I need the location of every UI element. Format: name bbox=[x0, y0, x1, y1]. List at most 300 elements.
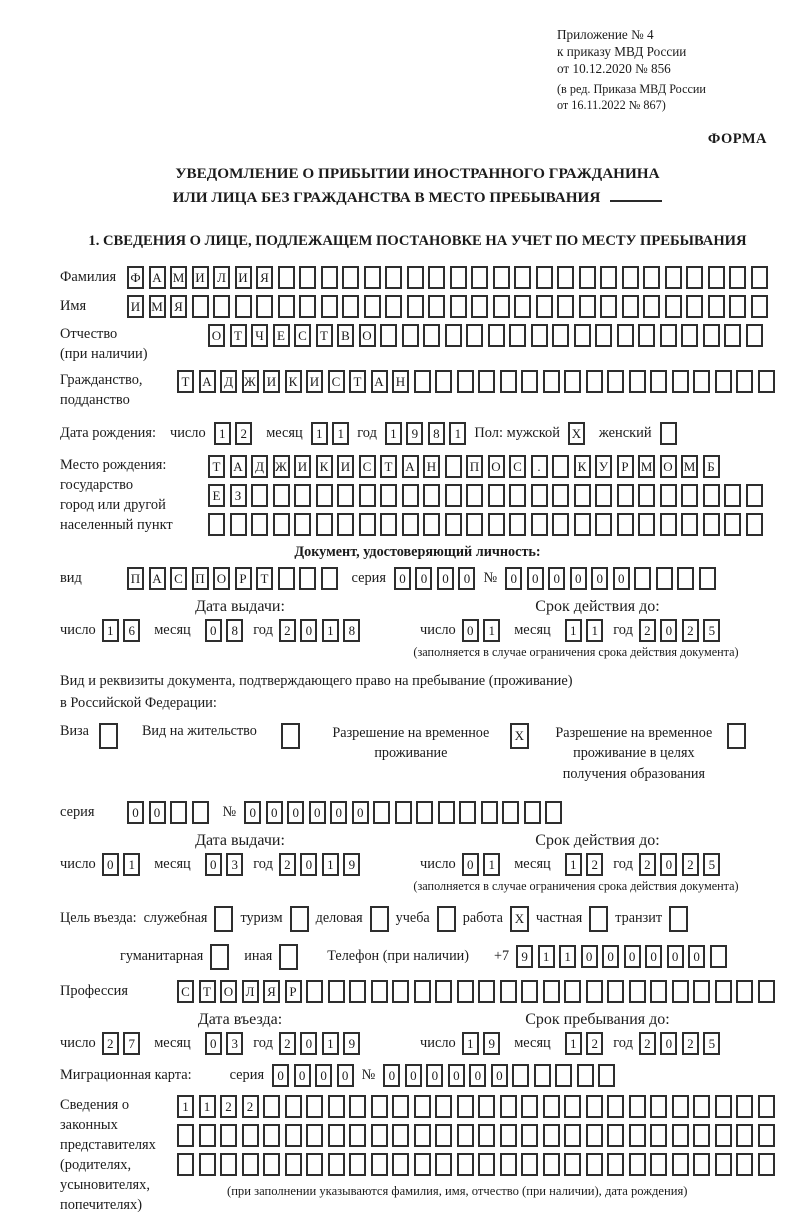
char-cell[interactable] bbox=[279, 944, 298, 970]
char-cell[interactable]: 2 bbox=[279, 619, 296, 642]
char-cell[interactable] bbox=[509, 324, 526, 347]
char-cell[interactable] bbox=[521, 1124, 538, 1147]
char-cell[interactable] bbox=[758, 1124, 775, 1147]
char-cell[interactable]: 0 bbox=[548, 567, 565, 590]
char-cell[interactable]: 0 bbox=[330, 801, 347, 824]
char-cell[interactable] bbox=[299, 266, 316, 289]
char-cell[interactable] bbox=[629, 1124, 646, 1147]
char-cell[interactable] bbox=[672, 1153, 689, 1176]
char-cell[interactable]: М bbox=[170, 266, 187, 289]
char-cell[interactable]: С bbox=[509, 455, 526, 478]
char-cell[interactable] bbox=[435, 980, 452, 1003]
char-cell[interactable] bbox=[192, 295, 209, 318]
char-cell[interactable] bbox=[681, 513, 698, 536]
char-cell[interactable]: 0 bbox=[300, 853, 317, 876]
char-cell[interactable]: 0 bbox=[405, 1064, 422, 1087]
char-cell[interactable] bbox=[438, 801, 455, 824]
char-cell[interactable] bbox=[493, 295, 510, 318]
char-cell[interactable]: 0 bbox=[591, 567, 608, 590]
char-cell[interactable] bbox=[328, 1124, 345, 1147]
char-cell[interactable] bbox=[457, 1095, 474, 1118]
char-cell[interactable] bbox=[423, 484, 440, 507]
char-cell[interactable] bbox=[371, 1153, 388, 1176]
char-cell[interactable] bbox=[407, 295, 424, 318]
char-cell[interactable] bbox=[488, 324, 505, 347]
char-cell[interactable] bbox=[665, 266, 682, 289]
char-cell[interactable] bbox=[500, 980, 517, 1003]
char-cell[interactable] bbox=[214, 906, 233, 932]
char-cell[interactable] bbox=[359, 513, 376, 536]
char-cell[interactable] bbox=[457, 1124, 474, 1147]
char-cell[interactable]: 1 bbox=[177, 1095, 194, 1118]
char-cell[interactable]: С bbox=[177, 980, 194, 1003]
char-cell[interactable]: О bbox=[488, 455, 505, 478]
char-cell[interactable]: 1 bbox=[565, 1032, 582, 1055]
char-cell[interactable]: Л bbox=[213, 266, 230, 289]
char-cell[interactable] bbox=[598, 1064, 615, 1087]
char-cell[interactable] bbox=[235, 295, 252, 318]
char-cell[interactable] bbox=[545, 801, 562, 824]
char-cell[interactable] bbox=[703, 484, 720, 507]
char-cell[interactable]: 1 bbox=[483, 853, 500, 876]
char-cell[interactable]: 2 bbox=[639, 1032, 656, 1055]
char-cell[interactable] bbox=[445, 484, 462, 507]
char-cell[interactable]: 0 bbox=[469, 1064, 486, 1087]
char-cell[interactable]: 0 bbox=[352, 801, 369, 824]
char-cell[interactable] bbox=[199, 1124, 216, 1147]
char-cell[interactable] bbox=[607, 370, 624, 393]
char-cell[interactable] bbox=[531, 324, 548, 347]
char-cell[interactable]: 1 bbox=[586, 619, 603, 642]
char-cell[interactable] bbox=[746, 484, 763, 507]
char-cell[interactable] bbox=[342, 266, 359, 289]
char-cell[interactable] bbox=[629, 370, 646, 393]
char-cell[interactable] bbox=[502, 801, 519, 824]
char-cell[interactable] bbox=[299, 567, 316, 590]
char-cell[interactable]: 1 bbox=[385, 422, 402, 445]
char-cell[interactable]: 5 bbox=[703, 619, 720, 642]
char-cell[interactable] bbox=[524, 801, 541, 824]
char-cell[interactable]: 0 bbox=[294, 1064, 311, 1087]
char-cell[interactable] bbox=[488, 513, 505, 536]
char-cell[interactable]: Ч bbox=[251, 324, 268, 347]
char-cell[interactable] bbox=[99, 723, 118, 749]
char-cell[interactable]: О bbox=[213, 567, 230, 590]
char-cell[interactable]: 0 bbox=[266, 801, 283, 824]
char-cell[interactable] bbox=[672, 1124, 689, 1147]
char-cell[interactable] bbox=[481, 801, 498, 824]
char-cell[interactable] bbox=[392, 980, 409, 1003]
char-cell[interactable] bbox=[500, 370, 517, 393]
char-cell[interactable]: Л bbox=[242, 980, 259, 1003]
char-cell[interactable]: Е bbox=[273, 324, 290, 347]
char-cell[interactable] bbox=[715, 1153, 732, 1176]
char-cell[interactable]: 9 bbox=[516, 945, 533, 968]
char-cell[interactable] bbox=[428, 295, 445, 318]
char-cell[interactable] bbox=[414, 1124, 431, 1147]
char-cell[interactable] bbox=[681, 484, 698, 507]
char-cell[interactable] bbox=[414, 370, 431, 393]
char-cell[interactable]: 7 bbox=[123, 1032, 140, 1055]
char-cell[interactable] bbox=[328, 1153, 345, 1176]
char-cell[interactable]: А bbox=[149, 266, 166, 289]
char-cell[interactable]: 0 bbox=[660, 619, 677, 642]
char-cell[interactable] bbox=[385, 266, 402, 289]
char-cell[interactable] bbox=[617, 324, 634, 347]
char-cell[interactable] bbox=[380, 324, 397, 347]
char-cell[interactable] bbox=[428, 266, 445, 289]
char-cell[interactable]: 1 bbox=[199, 1095, 216, 1118]
char-cell[interactable] bbox=[643, 266, 660, 289]
char-cell[interactable] bbox=[459, 801, 476, 824]
char-cell[interactable]: 1 bbox=[322, 619, 339, 642]
char-cell[interactable] bbox=[509, 513, 526, 536]
char-cell[interactable] bbox=[650, 370, 667, 393]
char-cell[interactable] bbox=[543, 1124, 560, 1147]
char-cell[interactable]: 1 bbox=[483, 619, 500, 642]
char-cell[interactable] bbox=[414, 980, 431, 1003]
char-cell[interactable]: П bbox=[127, 567, 144, 590]
char-cell[interactable] bbox=[595, 513, 612, 536]
char-cell[interactable]: 2 bbox=[586, 1032, 603, 1055]
char-cell[interactable]: 1 bbox=[311, 422, 328, 445]
char-cell[interactable] bbox=[710, 945, 727, 968]
char-cell[interactable] bbox=[724, 513, 741, 536]
char-cell[interactable] bbox=[736, 1124, 753, 1147]
char-cell[interactable]: И bbox=[263, 370, 280, 393]
char-cell[interactable]: 0 bbox=[149, 801, 166, 824]
char-cell[interactable] bbox=[445, 455, 462, 478]
char-cell[interactable] bbox=[478, 370, 495, 393]
char-cell[interactable] bbox=[715, 1095, 732, 1118]
char-cell[interactable]: А bbox=[149, 567, 166, 590]
char-cell[interactable] bbox=[699, 567, 716, 590]
char-cell[interactable] bbox=[727, 723, 746, 749]
char-cell[interactable] bbox=[751, 295, 768, 318]
char-cell[interactable] bbox=[677, 567, 694, 590]
char-cell[interactable] bbox=[557, 295, 574, 318]
char-cell[interactable] bbox=[321, 266, 338, 289]
char-cell[interactable]: Я bbox=[170, 295, 187, 318]
char-cell[interactable]: 0 bbox=[309, 801, 326, 824]
char-cell[interactable]: Я bbox=[263, 980, 280, 1003]
char-cell[interactable]: 1 bbox=[538, 945, 555, 968]
char-cell[interactable]: 1 bbox=[332, 422, 349, 445]
char-cell[interactable] bbox=[564, 1153, 581, 1176]
char-cell[interactable] bbox=[617, 513, 634, 536]
char-cell[interactable] bbox=[278, 266, 295, 289]
char-cell[interactable] bbox=[686, 295, 703, 318]
char-cell[interactable] bbox=[736, 370, 753, 393]
char-cell[interactable] bbox=[435, 1153, 452, 1176]
char-cell[interactable] bbox=[531, 484, 548, 507]
char-cell[interactable]: 0 bbox=[458, 567, 475, 590]
char-cell[interactable]: 2 bbox=[235, 422, 252, 445]
char-cell[interactable] bbox=[478, 1095, 495, 1118]
char-cell[interactable]: 0 bbox=[505, 567, 522, 590]
char-cell[interactable] bbox=[337, 484, 354, 507]
char-cell[interactable] bbox=[703, 513, 720, 536]
char-cell[interactable]: 8 bbox=[428, 422, 445, 445]
char-cell[interactable]: Р bbox=[617, 455, 634, 478]
char-cell[interactable] bbox=[321, 567, 338, 590]
char-cell[interactable] bbox=[536, 295, 553, 318]
char-cell[interactable]: О bbox=[220, 980, 237, 1003]
char-cell[interactable]: Т bbox=[177, 370, 194, 393]
char-cell[interactable] bbox=[328, 1095, 345, 1118]
char-cell[interactable] bbox=[263, 1095, 280, 1118]
char-cell[interactable] bbox=[521, 370, 538, 393]
char-cell[interactable]: 0 bbox=[624, 945, 641, 968]
char-cell[interactable]: 0 bbox=[602, 945, 619, 968]
char-cell[interactable] bbox=[445, 513, 462, 536]
char-cell[interactable] bbox=[552, 513, 569, 536]
char-cell[interactable]: 0 bbox=[205, 1032, 222, 1055]
char-cell[interactable] bbox=[521, 1153, 538, 1176]
char-cell[interactable]: И bbox=[294, 455, 311, 478]
char-cell[interactable] bbox=[622, 295, 639, 318]
char-cell[interactable]: Ж bbox=[273, 455, 290, 478]
char-cell[interactable]: 2 bbox=[242, 1095, 259, 1118]
char-cell[interactable] bbox=[638, 513, 655, 536]
char-cell[interactable]: 5 bbox=[703, 853, 720, 876]
char-cell[interactable] bbox=[278, 567, 295, 590]
char-cell[interactable] bbox=[416, 801, 433, 824]
char-cell[interactable]: 0 bbox=[613, 567, 630, 590]
char-cell[interactable] bbox=[536, 266, 553, 289]
char-cell[interactable]: 2 bbox=[682, 853, 699, 876]
char-cell[interactable]: 0 bbox=[272, 1064, 289, 1087]
char-cell[interactable] bbox=[370, 906, 389, 932]
char-cell[interactable]: И bbox=[306, 370, 323, 393]
char-cell[interactable]: Т bbox=[316, 324, 333, 347]
char-cell[interactable]: 0 bbox=[570, 567, 587, 590]
char-cell[interactable] bbox=[543, 1095, 560, 1118]
char-cell[interactable] bbox=[294, 484, 311, 507]
char-cell[interactable]: К bbox=[285, 370, 302, 393]
char-cell[interactable] bbox=[534, 1064, 551, 1087]
char-cell[interactable]: 2 bbox=[586, 853, 603, 876]
char-cell[interactable] bbox=[242, 1153, 259, 1176]
char-cell[interactable] bbox=[210, 944, 229, 970]
char-cell[interactable]: 0 bbox=[415, 567, 432, 590]
char-cell[interactable] bbox=[543, 980, 560, 1003]
char-cell[interactable] bbox=[746, 324, 763, 347]
char-cell[interactable] bbox=[349, 1153, 366, 1176]
char-cell[interactable] bbox=[478, 1153, 495, 1176]
char-cell[interactable] bbox=[758, 980, 775, 1003]
char-cell[interactable]: 1 bbox=[322, 1032, 339, 1055]
char-cell[interactable] bbox=[273, 484, 290, 507]
char-cell[interactable] bbox=[385, 295, 402, 318]
char-cell[interactable] bbox=[445, 324, 462, 347]
char-cell[interactable] bbox=[450, 266, 467, 289]
char-cell[interactable] bbox=[371, 980, 388, 1003]
char-cell[interactable]: 0 bbox=[394, 567, 411, 590]
char-cell[interactable]: Д bbox=[220, 370, 237, 393]
char-cell[interactable] bbox=[192, 801, 209, 824]
char-cell[interactable] bbox=[607, 1153, 624, 1176]
char-cell[interactable]: 0 bbox=[437, 567, 454, 590]
char-cell[interactable] bbox=[665, 295, 682, 318]
char-cell[interactable] bbox=[552, 455, 569, 478]
char-cell[interactable] bbox=[607, 980, 624, 1003]
char-cell[interactable] bbox=[589, 906, 608, 932]
char-cell[interactable] bbox=[220, 1124, 237, 1147]
char-cell[interactable] bbox=[729, 266, 746, 289]
char-cell[interactable] bbox=[552, 484, 569, 507]
char-cell[interactable]: 2 bbox=[682, 1032, 699, 1055]
char-cell[interactable] bbox=[199, 1153, 216, 1176]
char-cell[interactable]: У bbox=[595, 455, 612, 478]
char-cell[interactable] bbox=[758, 1095, 775, 1118]
char-cell[interactable] bbox=[488, 484, 505, 507]
char-cell[interactable]: 0 bbox=[448, 1064, 465, 1087]
char-cell[interactable]: 1 bbox=[123, 853, 140, 876]
char-cell[interactable] bbox=[543, 1153, 560, 1176]
char-cell[interactable]: Б bbox=[703, 455, 720, 478]
char-cell[interactable]: 0 bbox=[660, 1032, 677, 1055]
char-cell[interactable] bbox=[290, 906, 309, 932]
char-cell[interactable]: 3 bbox=[226, 1032, 243, 1055]
char-cell[interactable]: 1 bbox=[565, 853, 582, 876]
char-cell[interactable] bbox=[715, 1124, 732, 1147]
char-cell[interactable] bbox=[586, 1095, 603, 1118]
char-cell[interactable] bbox=[263, 1124, 280, 1147]
char-cell[interactable] bbox=[407, 266, 424, 289]
char-cell[interactable]: Р bbox=[285, 980, 302, 1003]
char-cell[interactable]: 2 bbox=[639, 619, 656, 642]
char-cell[interactable]: К bbox=[574, 455, 591, 478]
char-cell[interactable] bbox=[736, 1095, 753, 1118]
char-cell[interactable]: 3 bbox=[226, 853, 243, 876]
char-cell[interactable] bbox=[686, 266, 703, 289]
char-cell[interactable]: Я bbox=[256, 266, 273, 289]
char-cell[interactable] bbox=[574, 484, 591, 507]
char-cell[interactable] bbox=[251, 484, 268, 507]
char-cell[interactable] bbox=[457, 1153, 474, 1176]
char-cell[interactable]: X bbox=[568, 422, 585, 445]
char-cell[interactable]: 0 bbox=[527, 567, 544, 590]
char-cell[interactable] bbox=[500, 1095, 517, 1118]
char-cell[interactable]: 1 bbox=[214, 422, 231, 445]
char-cell[interactable] bbox=[395, 801, 412, 824]
char-cell[interactable] bbox=[285, 1095, 302, 1118]
char-cell[interactable]: 0 bbox=[426, 1064, 443, 1087]
char-cell[interactable] bbox=[672, 980, 689, 1003]
char-cell[interactable] bbox=[306, 980, 323, 1003]
char-cell[interactable] bbox=[242, 1124, 259, 1147]
char-cell[interactable] bbox=[660, 324, 677, 347]
char-cell[interactable] bbox=[600, 266, 617, 289]
char-cell[interactable]: В bbox=[337, 324, 354, 347]
char-cell[interactable] bbox=[380, 513, 397, 536]
char-cell[interactable] bbox=[638, 484, 655, 507]
char-cell[interactable]: Т bbox=[199, 980, 216, 1003]
char-cell[interactable]: С bbox=[359, 455, 376, 478]
char-cell[interactable]: 0 bbox=[645, 945, 662, 968]
char-cell[interactable] bbox=[220, 1153, 237, 1176]
char-cell[interactable] bbox=[450, 295, 467, 318]
char-cell[interactable] bbox=[600, 295, 617, 318]
char-cell[interactable] bbox=[622, 266, 639, 289]
char-cell[interactable]: Д bbox=[251, 455, 268, 478]
char-cell[interactable] bbox=[435, 370, 452, 393]
char-cell[interactable]: 0 bbox=[462, 853, 479, 876]
char-cell[interactable] bbox=[564, 370, 581, 393]
char-cell[interactable] bbox=[471, 295, 488, 318]
char-cell[interactable] bbox=[660, 422, 677, 445]
char-cell[interactable]: П bbox=[466, 455, 483, 478]
char-cell[interactable]: О bbox=[660, 455, 677, 478]
char-cell[interactable] bbox=[500, 1124, 517, 1147]
char-cell[interactable]: 2 bbox=[279, 853, 296, 876]
char-cell[interactable] bbox=[629, 1153, 646, 1176]
char-cell[interactable]: 1 bbox=[449, 422, 466, 445]
char-cell[interactable]: 1 bbox=[462, 1032, 479, 1055]
char-cell[interactable] bbox=[478, 980, 495, 1003]
char-cell[interactable]: И bbox=[192, 266, 209, 289]
char-cell[interactable] bbox=[392, 1095, 409, 1118]
char-cell[interactable]: К bbox=[316, 455, 333, 478]
char-cell[interactable] bbox=[693, 980, 710, 1003]
char-cell[interactable] bbox=[586, 1124, 603, 1147]
char-cell[interactable] bbox=[371, 1095, 388, 1118]
char-cell[interactable] bbox=[629, 1095, 646, 1118]
char-cell[interactable]: 2 bbox=[220, 1095, 237, 1118]
char-cell[interactable] bbox=[493, 266, 510, 289]
char-cell[interactable]: 1 bbox=[102, 619, 119, 642]
char-cell[interactable]: 9 bbox=[483, 1032, 500, 1055]
char-cell[interactable] bbox=[557, 266, 574, 289]
char-cell[interactable]: 2 bbox=[639, 853, 656, 876]
char-cell[interactable] bbox=[669, 906, 688, 932]
char-cell[interactable] bbox=[471, 266, 488, 289]
char-cell[interactable] bbox=[552, 324, 569, 347]
char-cell[interactable]: М bbox=[681, 455, 698, 478]
char-cell[interactable] bbox=[349, 1124, 366, 1147]
char-cell[interactable] bbox=[693, 1153, 710, 1176]
char-cell[interactable]: 0 bbox=[300, 619, 317, 642]
char-cell[interactable] bbox=[263, 1153, 280, 1176]
char-cell[interactable] bbox=[321, 295, 338, 318]
char-cell[interactable] bbox=[607, 1095, 624, 1118]
char-cell[interactable] bbox=[521, 1095, 538, 1118]
char-cell[interactable] bbox=[299, 295, 316, 318]
char-cell[interactable] bbox=[278, 295, 295, 318]
char-cell[interactable] bbox=[660, 484, 677, 507]
char-cell[interactable] bbox=[306, 1095, 323, 1118]
char-cell[interactable] bbox=[579, 266, 596, 289]
char-cell[interactable]: X bbox=[510, 906, 529, 932]
char-cell[interactable]: 0 bbox=[127, 801, 144, 824]
char-cell[interactable] bbox=[693, 370, 710, 393]
char-cell[interactable]: И bbox=[127, 295, 144, 318]
char-cell[interactable]: 0 bbox=[688, 945, 705, 968]
char-cell[interactable] bbox=[316, 513, 333, 536]
char-cell[interactable]: Т bbox=[208, 455, 225, 478]
char-cell[interactable] bbox=[509, 484, 526, 507]
char-cell[interactable] bbox=[512, 1064, 529, 1087]
char-cell[interactable] bbox=[414, 1153, 431, 1176]
char-cell[interactable]: 2 bbox=[279, 1032, 296, 1055]
char-cell[interactable]: . bbox=[531, 455, 548, 478]
char-cell[interactable]: Ф bbox=[127, 266, 144, 289]
char-cell[interactable] bbox=[316, 484, 333, 507]
char-cell[interactable] bbox=[466, 324, 483, 347]
char-cell[interactable] bbox=[273, 513, 290, 536]
char-cell[interactable] bbox=[681, 324, 698, 347]
